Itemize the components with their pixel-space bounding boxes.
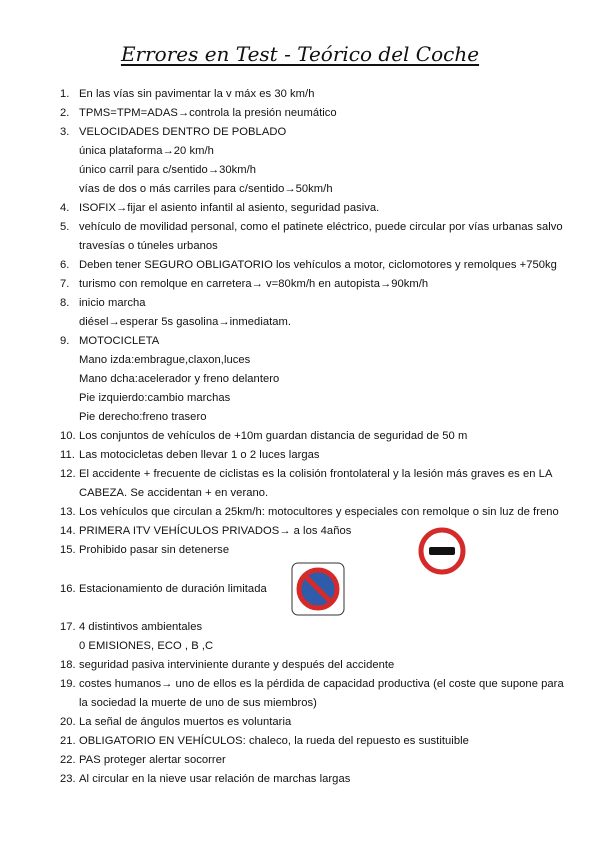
item-text: ISOFIX→fijar el asiento infantil al asiento, seguridad pasiva.: [79, 202, 380, 214]
item-text: Estacionamiento de duración limitada: [79, 583, 267, 595]
item-text: 4 distintivos ambientales: [79, 621, 203, 633]
item-text: Al circular en la nieve usar relación de marchas largas: [79, 773, 351, 785]
item-subtext: diésel→esperar 5s gasolina→inmediatam.: [79, 316, 292, 328]
item-subtext: Mano izda:embrague,claxon,luces: [79, 354, 251, 366]
item-number: 18.: [60, 659, 76, 671]
item-text: En las vías sin pavimentar la v máx es 30 km/h: [79, 88, 315, 100]
item-subtext: Mano dcha:acelerador y freno delantero: [79, 373, 280, 385]
item-text: Los vehículos que circulan a 25km/h: motocultores y especiales con remolque o sin luz de freno: [79, 506, 559, 518]
no-entry-sign-icon: [418, 527, 466, 575]
item-text: vehículo de movilidad personal, como el patinete eléctrico, puede circular por vías urbanas salvo: [79, 221, 563, 233]
item-subtext: Pie izquierdo:cambio marchas: [79, 392, 231, 404]
item-number: 8.: [60, 297, 70, 309]
item-number: 3.: [60, 126, 70, 138]
item-number: 9.: [60, 335, 70, 347]
item-text: Los conjuntos de vehículos de +10m guardan distancia de seguridad de 50 m: [79, 430, 468, 442]
item-subtext: travesías o túneles urbanos: [79, 240, 218, 252]
item-number: 16.: [60, 583, 76, 595]
item-subtext: Pie derecho:freno trasero: [79, 411, 207, 423]
item-subtext: la sociedad la muerte de uno de sus miembros): [79, 697, 317, 709]
item-text: TPMS=TPM=ADAS→controla la presión neumático: [79, 107, 337, 119]
item-number: 4.: [60, 202, 70, 214]
item-number: 15.: [60, 544, 76, 556]
item-number: 12.: [60, 468, 76, 480]
item-number: 1.: [60, 88, 70, 100]
item-text: MOTOCICLETA: [79, 335, 160, 347]
item-text: PRIMERA ITV VEHÍCULOS PRIVADOS→ a los 4años: [79, 525, 352, 537]
item-text: La señal de ángulos muertos es voluntaria: [79, 716, 292, 728]
item-number: 6.: [60, 259, 70, 271]
item-number: 2.: [60, 107, 70, 119]
item-number: 10.: [60, 430, 76, 442]
item-number: 20.: [60, 716, 76, 728]
limited-parking-sign-icon: [291, 562, 345, 616]
item-number: 7.: [60, 278, 70, 290]
item-subtext: vías de dos o más carriles para c/sentido→50km/h: [79, 183, 333, 195]
item-text: seguridad pasiva interviniente durante y después del accidente: [79, 659, 395, 671]
item-text: OBLIGATORIO EN VEHÍCULOS: chaleco, la rueda del repuesto es sustituible: [79, 735, 469, 747]
item-subtext: único carril para c/sentido→30km/h: [79, 164, 257, 176]
item-subtext: única plataforma→20 km/h: [79, 145, 214, 157]
item-text: Prohibido pasar sin detenerse: [79, 544, 230, 556]
item-subtext: 0 EMISIONES, ECO , B ,C: [79, 640, 214, 652]
item-text: VELOCIDADES DENTRO DE POBLADO: [79, 126, 287, 138]
item-text: costes humanos→ uno de ellos es la pérdida de capacidad productiva (el coste que supone para: [79, 678, 564, 690]
item-number: 13.: [60, 506, 76, 518]
item-number: 14.: [60, 525, 76, 537]
item-text: El accidente + frecuente de ciclistas es la colisión frontolateral y la lesión más graves es en LA: [79, 468, 553, 480]
item-text: Deben tener SEGURO OBLIGATORIO los vehículos a motor, ciclomotores y remolques +750kg: [79, 259, 557, 271]
item-number: 11.: [60, 449, 75, 461]
item-number: 5.: [60, 221, 70, 233]
item-number: 21.: [60, 735, 76, 747]
item-number: 22.: [60, 754, 76, 766]
item-text: PAS proteger alertar socorrer: [79, 754, 226, 766]
item-text: inicio marcha: [79, 297, 146, 309]
item-number: 19.: [60, 678, 76, 690]
item-subtext: CABEZA. Se accidentan + en verano.: [79, 487, 269, 499]
item-text: turismo con remolque en carretera→ v=80km/h en autopista→90km/h: [79, 278, 429, 290]
item-text: Las motocicletas deben llevar 1 o 2 luces largas: [79, 449, 320, 461]
page-title: Errores en Test - Teórico del Coche: [120, 42, 480, 66]
item-number: 17.: [60, 621, 76, 633]
item-number: 23.: [60, 773, 76, 785]
